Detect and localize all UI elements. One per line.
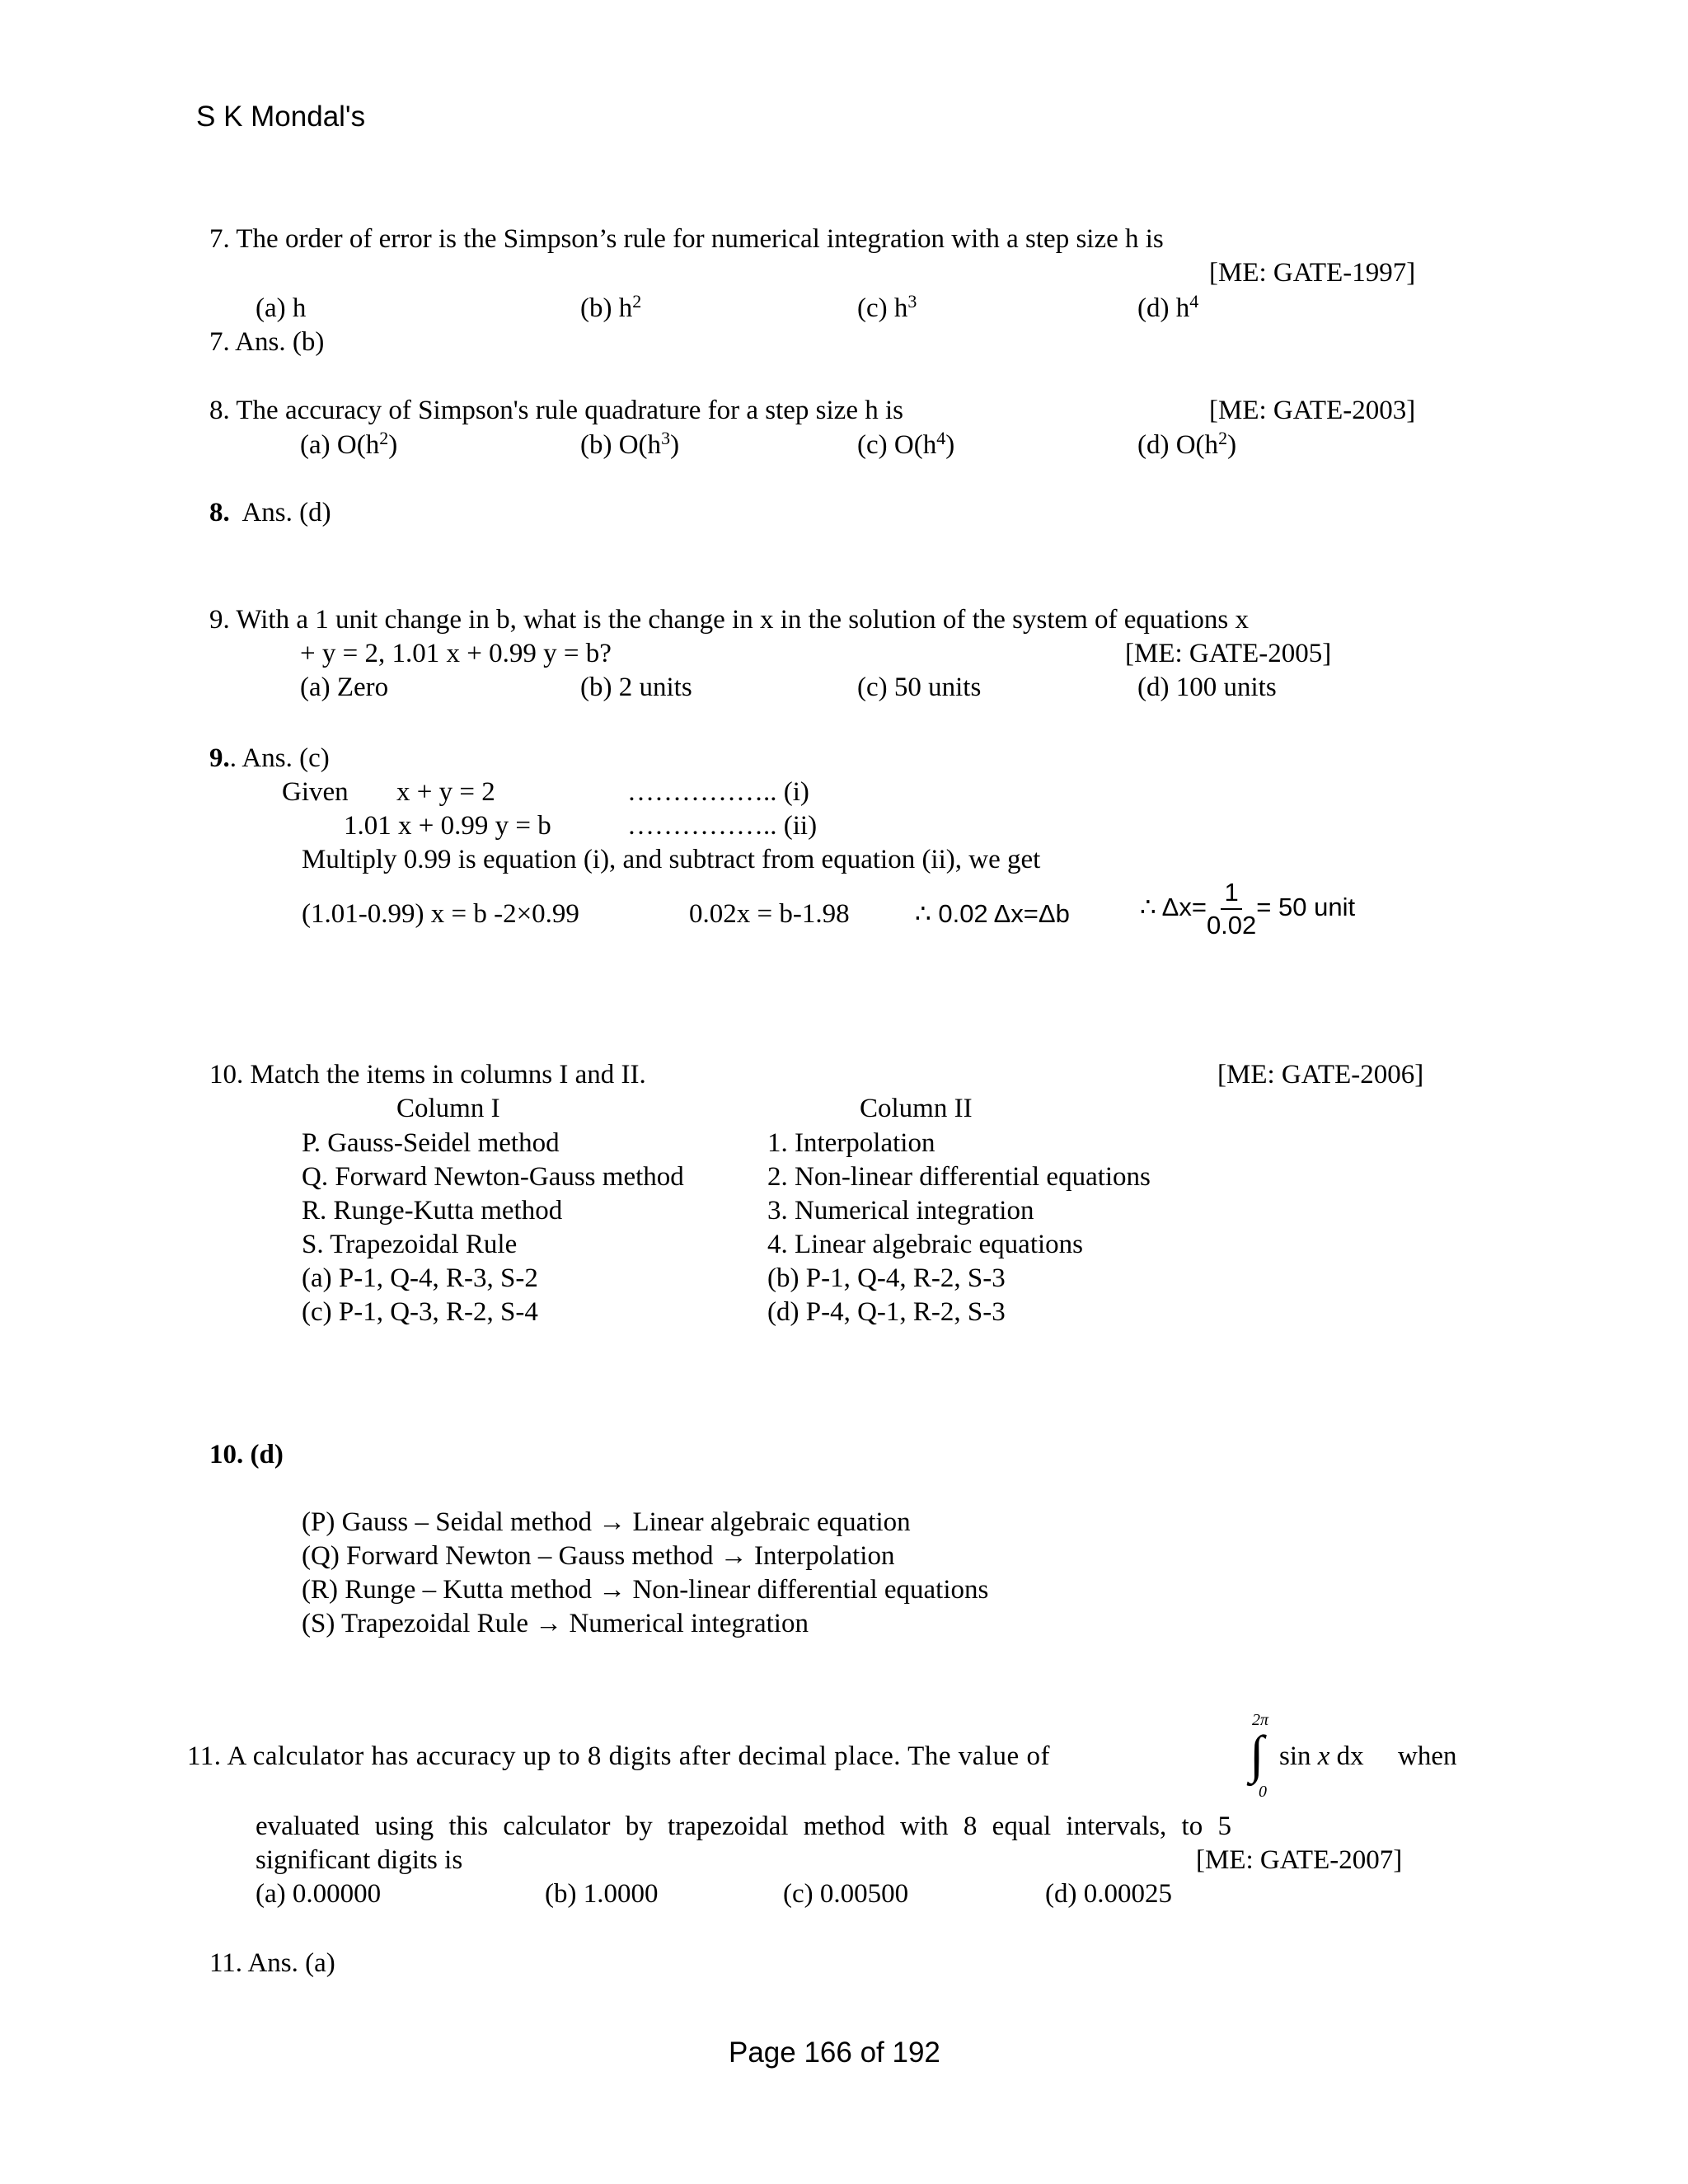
- calc-step-4-suffix: = 50 unit: [1256, 893, 1356, 922]
- solution-step: Multiply 0.99 is equation (i), and subtract from equation (ii), we get: [302, 845, 1041, 874]
- question-text: 10. Match the items in columns I and II.: [209, 1060, 646, 1090]
- question-text-line2: evaluated using this calculator by trapezoidal method with 8 equal intervals, to 5: [256, 1811, 1231, 1841]
- option-b: (b) $h^2$: [580, 291, 642, 323]
- column-2-item: 2. Non-linear differential equations: [767, 1162, 1151, 1192]
- fraction: [1207, 877, 1256, 941]
- integral-lower-limit: 0: [1259, 1783, 1267, 1801]
- fraction-numerator: 1: [1221, 877, 1241, 910]
- answer: 8. Ans. (d): [209, 498, 331, 527]
- calc-step-1: (1.01-0.99) x = b -2×0.99: [302, 899, 579, 929]
- given-label: Given: [282, 777, 349, 807]
- equation-2-ref: …………….. (ii): [627, 811, 818, 841]
- column-2-item: 1. Interpolation: [767, 1128, 935, 1158]
- explanation-line: (P) Gauss – Seidal method → Linear algebraic equation: [302, 1507, 911, 1537]
- option-c: (c) 50 units: [857, 673, 982, 702]
- column-1-header: Column I: [396, 1094, 500, 1123]
- fraction-denominator: 0.02: [1206, 911, 1257, 940]
- column-1-item: S. Trapezoidal Rule: [302, 1230, 518, 1259]
- column-1-item: Q. Forward Newton-Gauss method: [302, 1162, 684, 1192]
- answer: 7. Ans. (b): [209, 327, 325, 357]
- option-d: (d) P-4, Q-1, R-2, S-3: [767, 1297, 1006, 1327]
- explanation-line: (R) Runge – Kutta method → Non-linear differential equations: [302, 1575, 989, 1605]
- question-text: 7. The order of error is the Simpson’s rule for numerical integration with a step size h is: [209, 224, 1164, 254]
- column-1-item: P. Gauss-Seidel method: [302, 1128, 560, 1158]
- option-c: (c) $O(h^4)$: [857, 428, 955, 460]
- option-a: (a) Zero: [300, 673, 389, 702]
- answer: 9.. Ans. (c): [209, 743, 330, 773]
- equation-1-ref: …………….. (i): [627, 777, 809, 807]
- equation-2: 1.01 x + 0.99 y = b: [344, 811, 551, 841]
- option-a: (a) h: [256, 293, 307, 323]
- column-1-item: R. Runge-Kutta method: [302, 1196, 563, 1226]
- column-2-item: 3. Numerical integration: [767, 1196, 1034, 1226]
- equation-1: x + y = 2: [396, 777, 495, 807]
- option-d: (d) $O(h^2)$: [1137, 428, 1237, 460]
- integrand: sin x dx: [1279, 1741, 1364, 1771]
- calc-step-4-prefix: ∴ Δx=: [1140, 893, 1207, 922]
- option-d: (d) 0.00025: [1045, 1879, 1172, 1909]
- option-d: (d) 100 units: [1137, 673, 1277, 702]
- exam-source: [ME: GATE-2006]: [1217, 1060, 1424, 1090]
- calc-step-3: ∴ 0.02 Δx=Δb: [915, 899, 1070, 928]
- question-text: 8. The accuracy of Simpson's rule quadrature for a step size h is: [209, 396, 903, 425]
- option-b: (b) P-1, Q-4, R-2, S-3: [767, 1263, 1006, 1293]
- calc-step-4: [1140, 877, 1355, 941]
- explanation-line: (S) Trapezoidal Rule → Numerical integration: [302, 1609, 809, 1638]
- option-b: (b) 2 units: [580, 673, 692, 702]
- option-a: (a) P-1, Q-4, R-3, S-2: [302, 1263, 538, 1293]
- option-a: (a) $O(h^2)$: [300, 428, 398, 460]
- exam-source: [ME: GATE-2003]: [1209, 396, 1416, 425]
- answer: 11. Ans. (a): [209, 1948, 335, 1978]
- explanation-line: (Q) Forward Newton – Gauss method → Interpolation: [302, 1541, 895, 1571]
- question-text-start: 11. A calculator has accuracy up to 8 digits after decimal place. The value of: [187, 1741, 1050, 1771]
- question-text-end: when: [1398, 1741, 1457, 1771]
- question-text-line3: significant digits is: [256, 1845, 463, 1875]
- option-c: (c) $h^3$: [857, 291, 917, 323]
- integral-upper-limit: 2π: [1252, 1711, 1269, 1729]
- exam-source: [ME: GATE-2005]: [1125, 639, 1332, 668]
- question-text-line1: 9. With a 1 unit change in b, what is the change in x in the solution of the system of equations x: [209, 605, 1250, 635]
- integral-sign-icon: ∫: [1250, 1725, 1264, 1783]
- option-b: (b) $O(h^3)$: [580, 428, 680, 460]
- calc-step-2: 0.02x = b-1.98: [689, 899, 850, 929]
- exam-source: [ME: GATE-2007]: [1196, 1845, 1403, 1875]
- option-a: (a) 0.00000: [256, 1879, 382, 1909]
- column-2-header: Column II: [860, 1094, 973, 1123]
- option-c: (c) 0.00500: [783, 1879, 909, 1909]
- option-b: (b) 1.0000: [545, 1879, 659, 1909]
- exam-source: [ME: GATE-1997]: [1209, 258, 1416, 288]
- page-number: Page 166 of 192: [729, 2036, 940, 2069]
- option-c: (c) P-1, Q-3, R-2, S-4: [302, 1297, 538, 1327]
- column-2-item: 4. Linear algebraic equations: [767, 1230, 1083, 1259]
- answer: 10. (d): [209, 1440, 284, 1469]
- option-d: (d) $h^4$: [1137, 291, 1199, 323]
- question-text-line2: + y = 2, 1.01 x + 0.99 y = b?: [300, 639, 612, 668]
- header-author: S K Mondal's: [196, 101, 366, 133]
